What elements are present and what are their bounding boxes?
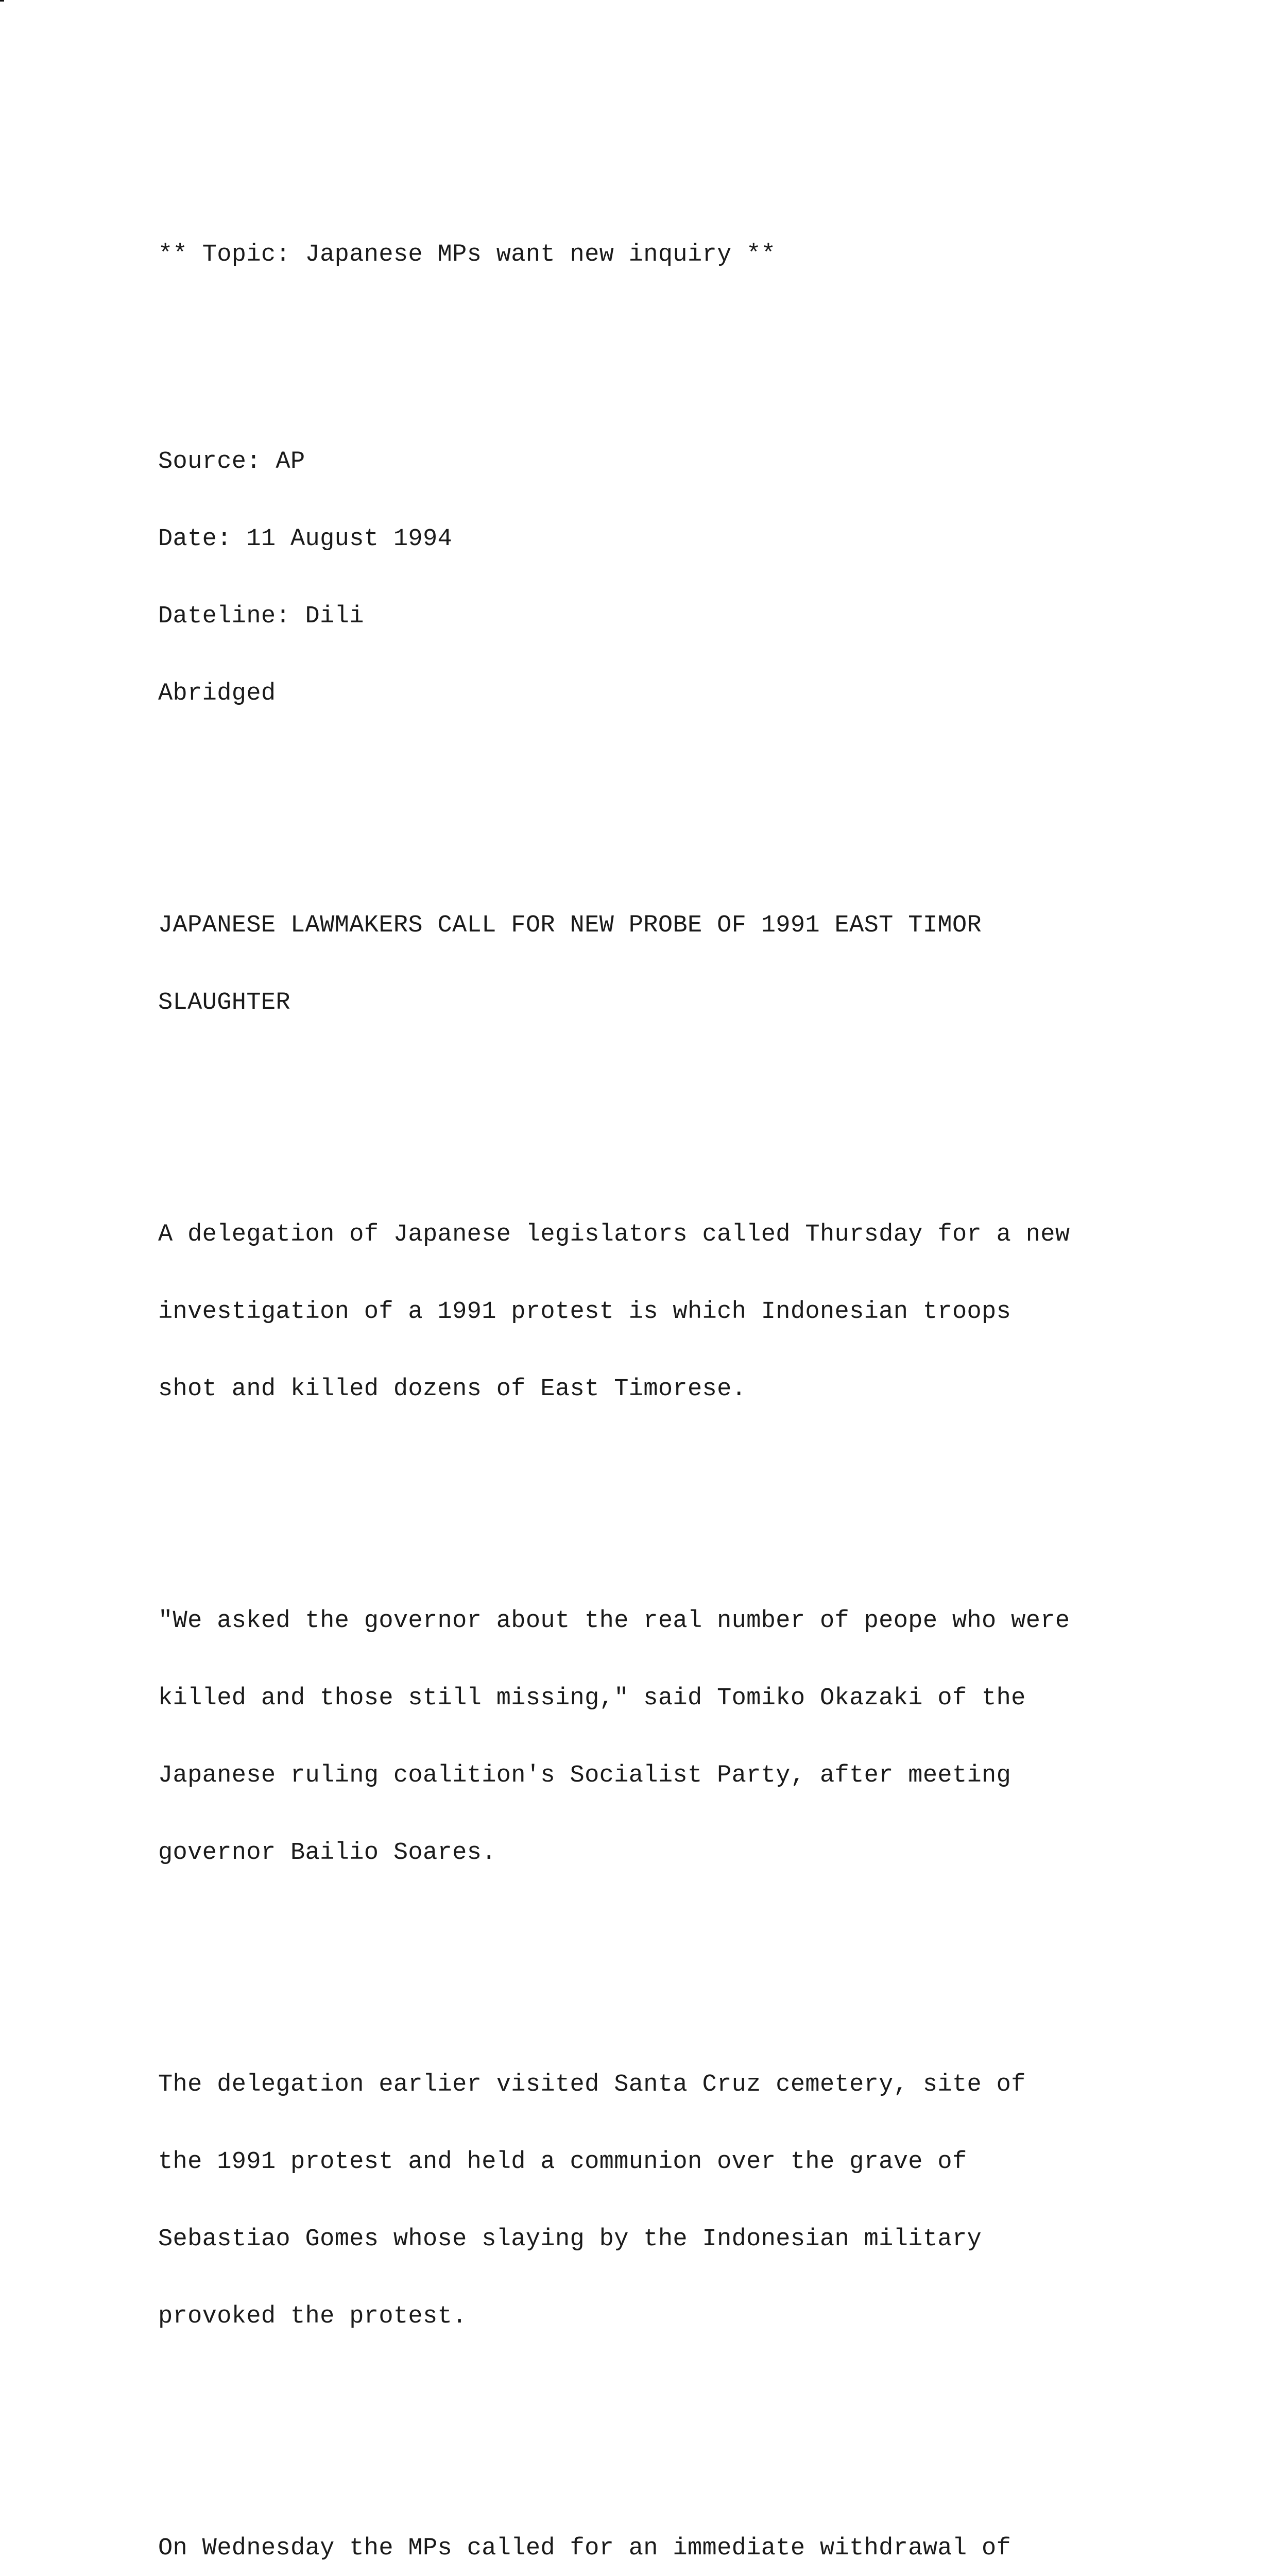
paragraph-line: Japanese ruling coalition's Socialist Party, after meeting (158, 1762, 1011, 1789)
paragraph-line: Sebastiao Gomes whose slaying by the Indonesian military (158, 2226, 982, 2253)
paragraph-line: "We asked the governor about the real number of peope who were (158, 1607, 1070, 1635)
paragraph-line: the 1991 protest and held a communion over the grave of (158, 2148, 967, 2176)
headline-line: SLAUGHTER (158, 989, 290, 1016)
dateline-line: Dateline: Dili (158, 603, 364, 630)
paragraph-line: shot and killed dozens of East Timorese. (158, 1376, 747, 1403)
scan-edge-mark (0, 0, 4, 2)
metadata-block (158, 398, 1162, 758)
paragraph-4 (158, 2484, 1162, 2576)
paragraph-3 (158, 2021, 1162, 2381)
topic-line: ** Topic: Japanese MPs want new inquiry ** (158, 241, 776, 268)
headline-line: JAPANESE LAWMAKERS CALL FOR NEW PROBE OF 1991 EAST TIMOR (158, 912, 982, 939)
paragraph-line: investigation of a 1991 protest is which Indonesian troops (158, 1298, 1011, 1326)
paragraph-line: provoked the protest. (158, 2303, 467, 2330)
paragraph-1 (158, 1171, 1162, 1454)
paragraph-line: killed and those still missing," said Tomiko Okazaki of the (158, 1685, 1026, 1712)
paragraph-line: On Wednesday the MPs called for an immediate withdrawal of (158, 2535, 1011, 2562)
paragraph-line: governor Bailio Soares. (158, 1839, 496, 1867)
paragraph-line: The delegation earlier visited Santa Cruz cemetery, site of (158, 2071, 1026, 2098)
document-body (158, 191, 1162, 2576)
source-line: Source: AP (158, 448, 305, 476)
date-line: Date: 11 August 1994 (158, 526, 453, 553)
abridged-line: Abridged (158, 680, 276, 707)
paragraph-2 (158, 1557, 1162, 1918)
paragraph-line: A delegation of Japanese legislators called Thursday for a new (158, 1221, 1070, 1248)
headline (158, 861, 1162, 1067)
